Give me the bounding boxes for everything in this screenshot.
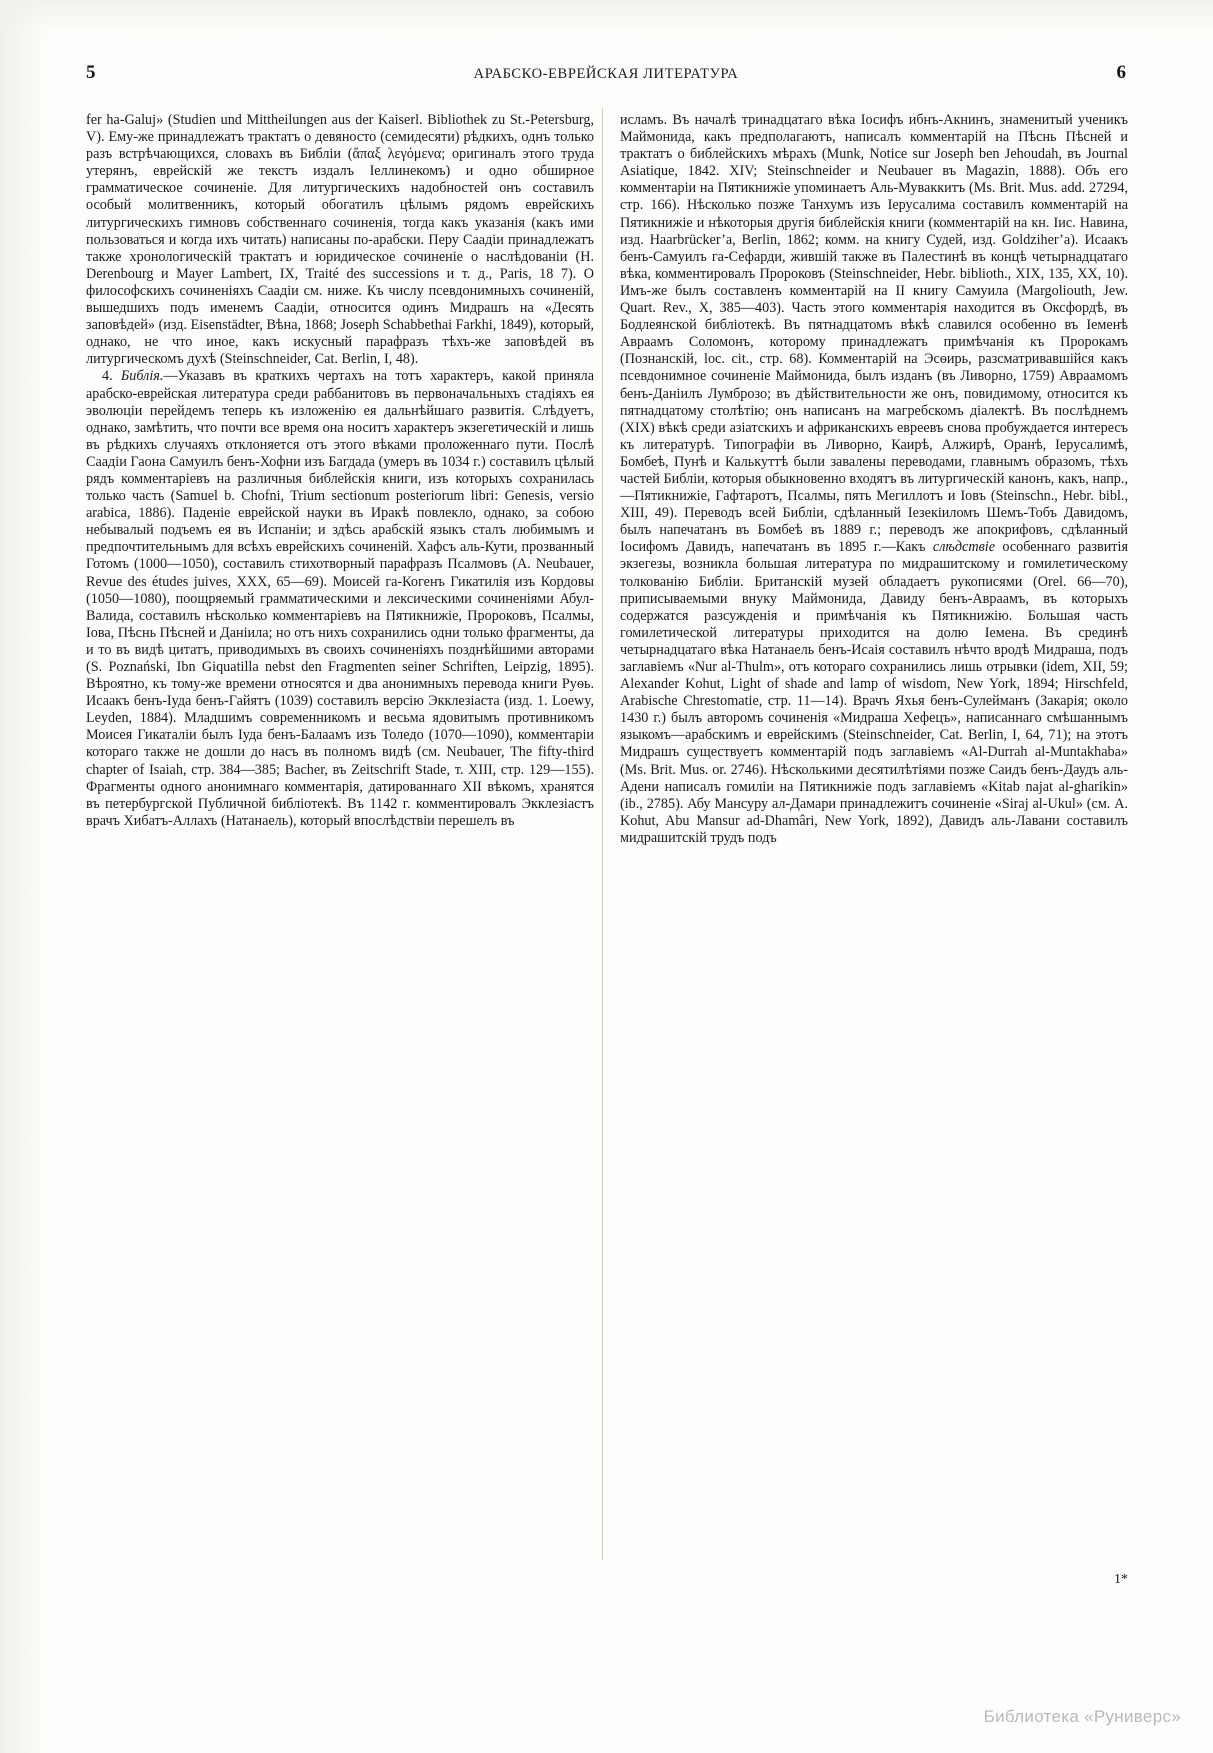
left-paragraph-1: fer ha-Galuj» (Studien und Mittheilungen aus der Kaiserl. Bibliothek zu St.-Petersburg, V). Ему-же принадлежатъ трактатъ о девяносто (семидесяти) рѣдкихъ, однъ только разъ встрѣчающихся, словахъ въ Библіи (ἅπαξ λεγόμενα; оригиналъ этого труда утерянъ, еврейскій же текстъ издалъ Іеллинекомъ) и одно обширное грамматическое сочиненіе. Для литургическихъ надобностей онъ составилъ особый молитвенникъ, который обогатилъ цѣлымъ рядомъ еврейскихъ литургическихъ гимновъ собственнаго сочиненія, тогда какъ указанія (какъ ими пользоваться и когда ихъ читать) написаны по-арабски. Перу Саадіи принадлежатъ также хронологическій трактатъ и юридическое сочиненіе о наслѣдованіи (H. Derenbourg и Mayer Lambert, IX, Traité des successions и т. д., Paris, 18 7). О философскихъ сочиненіяхъ Саадіи см. ниже. Къ числу псевдонимныхъ сочиненій, вышедшихъ подъ именемъ Саадіи, относится одинъ Мидрашъ на «Десять заповѣдей» (изд. Eisenstädter, Вѣна, 1868; Joseph Schabbethai Farkhi, 1849), который, однако, не что иное, какъ искусный парафразъ тѣхъ-же заповѣдей въ литургическомъ духѣ (Steinschneider, Cat. Berlin, I, 48). [86,112,594,368]
running-title: АРАБСКО-ЕВРЕЙСКАЯ ЛИТЕРАТУРА [473,66,739,82]
page-header [86,62,1126,86]
sheet-signature: 1* [1114,1572,1128,1587]
folio-right: 6 [1116,62,1126,83]
page-edge-shading-left [0,0,46,1753]
library-watermark: Библиотека «Руниверс» [983,1707,1181,1726]
page-edge-shading-top [0,0,1213,34]
right-column [620,112,1128,1562]
two-column-body [86,112,1128,1562]
left-column [86,112,594,1562]
folio-left: 5 [86,62,96,83]
right-paragraph-1: исламъ. Въ началѣ тринадцатаго вѣка Іосифъ ибнъ-Акнинъ, знаменитый ученикъ Маймонида, какъ предполагаютъ, написалъ комментарій на Пѣснь Пѣсней и трактатъ о библейскихъ мѣрахъ (Munk, Notice sur Joseph ben Jehoudah, въ Journal Asiatique, 1842. XIV; Steinschneider и Neubauer въ Magazin, 1888). Объ его комментаріи на Пятикнижіе упоминаетъ Аль-Муваккитъ (Ms. Brit. Mus. add. 27294, стр. 166). Нѣсколько позже Танхумъ изъ Іерусалима составилъ комментарій на Пятикнижіе и нѣкоторыя другія библейскія книги (комментарій на кн. Іис. Навина, изд. Haarbrücker’a, Berlin, 1862; комм. на книгу Судей, изд. Goldziher’a). Исаакъ бенъ-Самуилъ га-Сефарди, жившій также въ Палестинѣ въ концѣ четырнадцатаго вѣка, комментировалъ Пророковъ (Steinschneider, Hebr. biblioth., XIX, 135, XX, 10). Имъ-же былъ составленъ комментарій на II книгу Самуила (Margoliouth, Jew. Quart. Rev., X, 385—403). Часть этого комментарія находится въ Оксфордѣ, въ Бодлеянской библіотекѣ. Въ пятнадцатомъ вѣкѣ славился особенно въ Іеменѣ Авраамъ Соломонъ, которому принадлежатъ примѣчанія къ Пророкамъ (Познанскій, loc. cit., стр. 68). Комментарій на Эсѳирь, разсматривавшійся какъ псевдонимное сочиненіе Маймонида, былъ изданъ (въ Ливорно, 1759) Авраамомъ бенъ-Даніилъ Лумброзо; въ дѣйствительности же онъ, повидимому, относится къ пятнадцатому столѣтію; онъ написанъ на магребскомъ діалектѣ. Въ послѣднемъ (XIX) вѣкѣ среди азіатскихъ и африканскихъ евреевъ снова пробуждается интересъ къ литературѣ. Типографіи въ Ливорно, Каирѣ, Алжирѣ, Оранѣ, Іерусалимѣ, Бомбеѣ, Пунѣ и Калькуттѣ были завалены переводами, главнымъ образомъ, тѣхъ частей Библіи, которыя обыкновенно входятъ въ литургическій канонъ, какъ, напр.,—Пятикнижіе, Гафтаротъ, Псалмы, пять Мегиллотъ и Іовъ (Steinschn., Hebr. bibl., XIII, 49). Переводъ всей Библіи, сдѣланный Іезекіиломъ Шемъ-Тобъ Давидомъ, былъ напечатанъ въ Бомбеѣ въ 1889 г.; переводъ же апокрифовъ, сдѣланный Іосифомъ Давидъ, напечатанъ въ 1895 г.—Какъ слѣдствіе особеннаго развитія экзегезы, возникла большая литература по мидрашитскому и гомилетическому толкованію Библіи. Британскій музей обладаетъ рукописями (Orel. 66—70), приписываемыми внуку Маймонида, Давиду бенъ-Авраамъ, въ которыхъ содержатся разсужденія и примѣчанія къ Пятикнижію. Большая часть гомилетической литературы приходится на долю Іемена. Въ срединѣ четырнадцатаго вѣка Натанаель бенъ-Исаія составилъ нѣчто вродѣ Мидраша, подъ заглавіемъ «Nur al-Thulm», отъ котораго сохранились лишь отрывки (idem, XII, 59; Alexander Kohut, Light of shade and lamp of wisdom, New York, 1894; Hirschfeld, Arabische Chrestomatie, стр. 11—14). Врачъ Яхья бенъ-Сулейманъ (Закарія; около 1430 г.) былъ авторомъ сочиненія «Мидраша Хефецъ», написаннаго смѣшаннымъ языкомъ—арабскимъ и еврейскимъ (Steinschneider, Cat. Berlin, I, 64, 71); на этотъ Мидрашъ существуетъ комментарій подъ заглавіемъ «Al-Durrah al-Muntakhaba» (Ms. Brit. Mus. or. 2746). Нѣсколькими десятилѣтіями позже Саидъ бенъ-Даудъ аль-Адени написалъ гомиліи на Пятикнижіе подъ заглавіемъ «Kitab najat al-gharikin» (ib., 2785). Абу Мансуру ал-Дамари принадлежитъ сочиненіе «Siraj al-Ukul» (см. A. Kohut, Abu Mansur ad-Dhamâri, New York, 1892), Давидъ аль-Лавани составилъ мидрашитскій трудъ подъ [620,112,1128,846]
left-paragraph-2: 4. Библія.—Указавъ въ краткихъ чертахъ на тотъ характеръ, какой приняла арабско-еврейская литература среди раббанитовъ въ первоначальныхъ стадіяхъ ея эволюціи перейдемъ теперь къ изложенію ея дальнѣйшаго развитія. Слѣдуетъ, однако, замѣтить, что почти все время она носитъ характеръ экзегетическій и лишь въ рѣдкихъ случаяхъ отклоняется отъ этого вѣками проложеннаго пути. Послѣ Саадіи Гаона Самуилъ бенъ-Хофни изъ Багдада (умеръ въ 1034 г.) составилъ цѣлый рядъ комментаріевъ на различныя библейскія книги, изъ которыхъ сохранилась только часть (Samuel b. Chofni, Trium sectionum posteriorum libri: Genesis, versio arabica, 1886). Паденіе еврейской науки въ Иракѣ повлекло, однако, за собою небывалый подъемъ ея въ Испаніи; и здѣсь арабскій языкъ сталъ любимымъ и предпочтительнымъ для всѣхъ еврейскихъ сочиненій. Хафсъ аль-Кути, прозванный Готомъ (1000—1050), составилъ стихотворный парафразъ Псалмовъ (A. Neubauer, Revue des études juives, XXX, 65—69). Моисей га-Когенъ Гикатилія изъ Кордовы (1050—1080), поощряемый грамматическими и лексическими сочиненіями Абул-Валида, составилъ нѣсколько комментаріевъ на Пятикнижіе, Пророковъ, Псалмы, Іова, Пѣснь Пѣсней и Даніила; но отъ нихъ сохранились одни только фрагменты, да и то въ видѣ цитатъ, приводимыхъ въ своихъ сочиненіяхъ позднѣйшими авторами (S. Poznański, Ibn Giquatilla nebst den Fragmenten seiner Schriften, Leipzig, 1895). Вѣроятно, къ тому-же времени относятся и два анонимныхъ перевода книги Руѳь. Исаакъ бенъ-Іуда бенъ-Гайятъ (1039) составилъ версію Экклезіаста (изд. 1. Loewy, Leyden, 1884). Младшимъ современникомъ и весьма ядовитымъ противникомъ Моисея Гикаталіи былъ Іуда бенъ-Балаамъ изъ Толедо (1070—1090), комментаріи котораго также не дошли до насъ въ полномъ видѣ (см. Neubauer, The fifty-third chapter of Isaiah, стр. 384—385; Bacher, въ Zeitschrift Stade, т. XIII, стр. 129—155). Фрагменты одного анонимнаго комментарія, датированнаго XII вѣкомъ, хранятся въ петербургской Публичной библіотекѣ. Въ 1142 г. комментировалъ Экклезіастъ врачъ Хибатъ-Аллахъ (Натанаель), который впослѣдствіи перешелъ въ [86,368,594,829]
